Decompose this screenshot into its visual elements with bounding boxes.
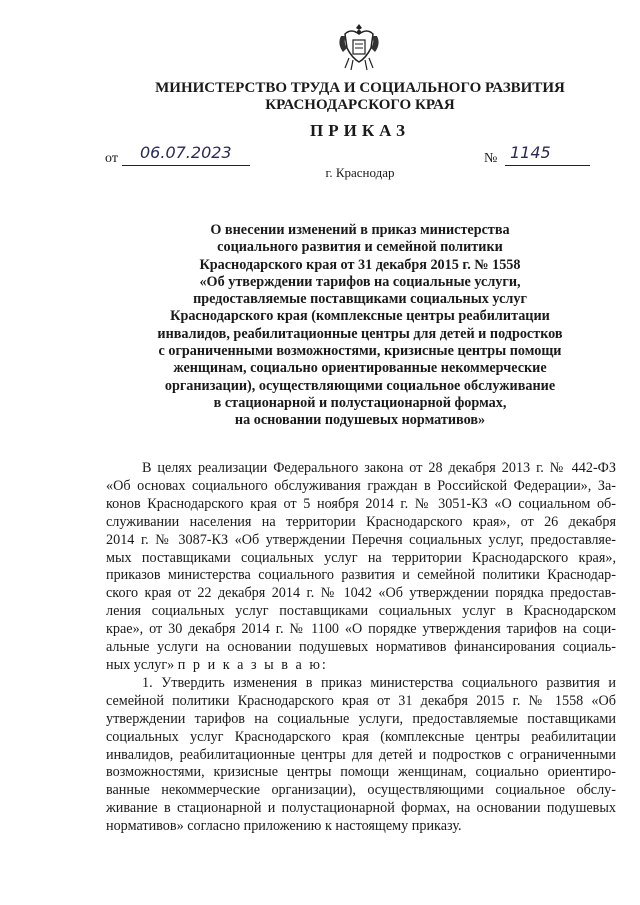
body-line: инвалидов, реабилитационные центры для детей и подростков с ограниченными bbox=[106, 746, 616, 763]
heading-line: организации), осуществляющими социальное обслуживание bbox=[164, 377, 556, 394]
number-label: № bbox=[484, 151, 498, 166]
order-date: 06.07.2023 bbox=[140, 143, 232, 162]
order-heading bbox=[90, 222, 630, 430]
body-line: 2014 г. № 3087-КЗ «Об утверждении Перечня социальных услуг, предоставляе- bbox=[106, 531, 616, 548]
heading-line: инвалидов, реабилитационные центры для детей и подростков bbox=[157, 325, 563, 342]
body-line: служивании населения на территории Краснодарского края», от 26 декабря bbox=[106, 513, 616, 530]
body-line: В целях реализации Федерального закона от 28 декабря 2013 г. № 442-ФЗ bbox=[142, 460, 616, 476]
date-label: от bbox=[105, 151, 118, 166]
body-line: социальных услуг Краснодарского края (комплексные центры реабилитации bbox=[106, 728, 616, 745]
heading-line: социального развития и семейной политики bbox=[217, 239, 503, 256]
body-line: ванные некоммерческие организации), осуществляющими социальное обслу- bbox=[106, 782, 616, 799]
heading-line: предоставляемые поставщиками социальных услуг bbox=[193, 291, 527, 308]
body-line: приказов министерства социального развития и семейной политики Краснодар- bbox=[106, 567, 616, 584]
body-line-end: ных услуг» bbox=[106, 656, 175, 673]
heading-line: с ограниченными возможностями, кризисные центры помощи bbox=[158, 343, 562, 360]
order-body bbox=[106, 460, 616, 836]
body-line: «Об основах социального обслуживания граждан в Российской Федерации», За- bbox=[106, 477, 616, 494]
body-line: утверждении тарифов на социальные услуги, предоставляемые поставщиками bbox=[106, 710, 616, 727]
heading-line: «Об утверждении тарифов на социальные услуги, bbox=[199, 273, 521, 290]
body-line: крае», от 30 декабря 2014 г. № 1100 «О порядке утверждения тарифов на соци- bbox=[106, 621, 616, 638]
heading-line: О внесении изменений в приказ министерства bbox=[210, 222, 510, 238]
body-line: 1. Утвердить изменения в приказ министерства социального развития и bbox=[142, 674, 616, 691]
heading-line: Краснодарского края от 31 декабря 2015 г. № 1558 bbox=[199, 256, 521, 273]
ministry-line-2: КРАСНОДАРСКОГО КРАЯ bbox=[265, 97, 455, 113]
body-line: семейной политики Краснодарского края от 31 декабря 2015 г. № 1558 «Об bbox=[106, 692, 616, 709]
heading-line: женщинам, социально ориентированные некоммерческие bbox=[173, 360, 547, 377]
ministry-name bbox=[60, 80, 640, 114]
body-line: нормативов» согласно приложению к настоящему приказу. bbox=[106, 818, 462, 835]
body-line: конов Краснодарского края от 5 ноября 2014 г. № 3051-КЗ «О социальном об- bbox=[106, 495, 616, 512]
body-line: возможностями, кризисные центры помощи женщинам, социально ориентиро- bbox=[106, 764, 616, 781]
ministry-line-1: МИНИСТЕРСТВО ТРУДА И СОЦИАЛЬНОГО РАЗВИТИЯ bbox=[155, 80, 565, 96]
order-verb: п р и к а з ы в а ю: bbox=[177, 656, 328, 673]
coat-of-arms-icon bbox=[335, 20, 383, 72]
heading-line: в стационарной и полустационарной формах, bbox=[213, 394, 507, 411]
order-title: ПРИКАЗ bbox=[310, 121, 410, 140]
body-line-last bbox=[106, 657, 616, 675]
body-line: ления социальных услуг поставщиками социальных услуг в Краснодарском bbox=[106, 603, 616, 620]
body-line: альные услуги на основании подушевых нормативов финансирования социаль- bbox=[106, 639, 616, 656]
heading-line: на основании подушевых нормативов» bbox=[234, 412, 486, 429]
body-line: живание в стационарной и полустационарной формах, на основании подушевых bbox=[106, 800, 616, 817]
heading-line: Краснодарского края (комплексные центры реабилитации bbox=[170, 308, 550, 325]
order-number: 1145 bbox=[510, 143, 551, 162]
city-label: г. Краснодар bbox=[325, 165, 395, 180]
body-line: мых поставщиками социальных услуг на территории Краснодарского края», bbox=[106, 549, 616, 566]
body-line: ского края от 22 декабря 2014 г. № 1042 «Об утверждении порядка предостав- bbox=[106, 585, 616, 602]
